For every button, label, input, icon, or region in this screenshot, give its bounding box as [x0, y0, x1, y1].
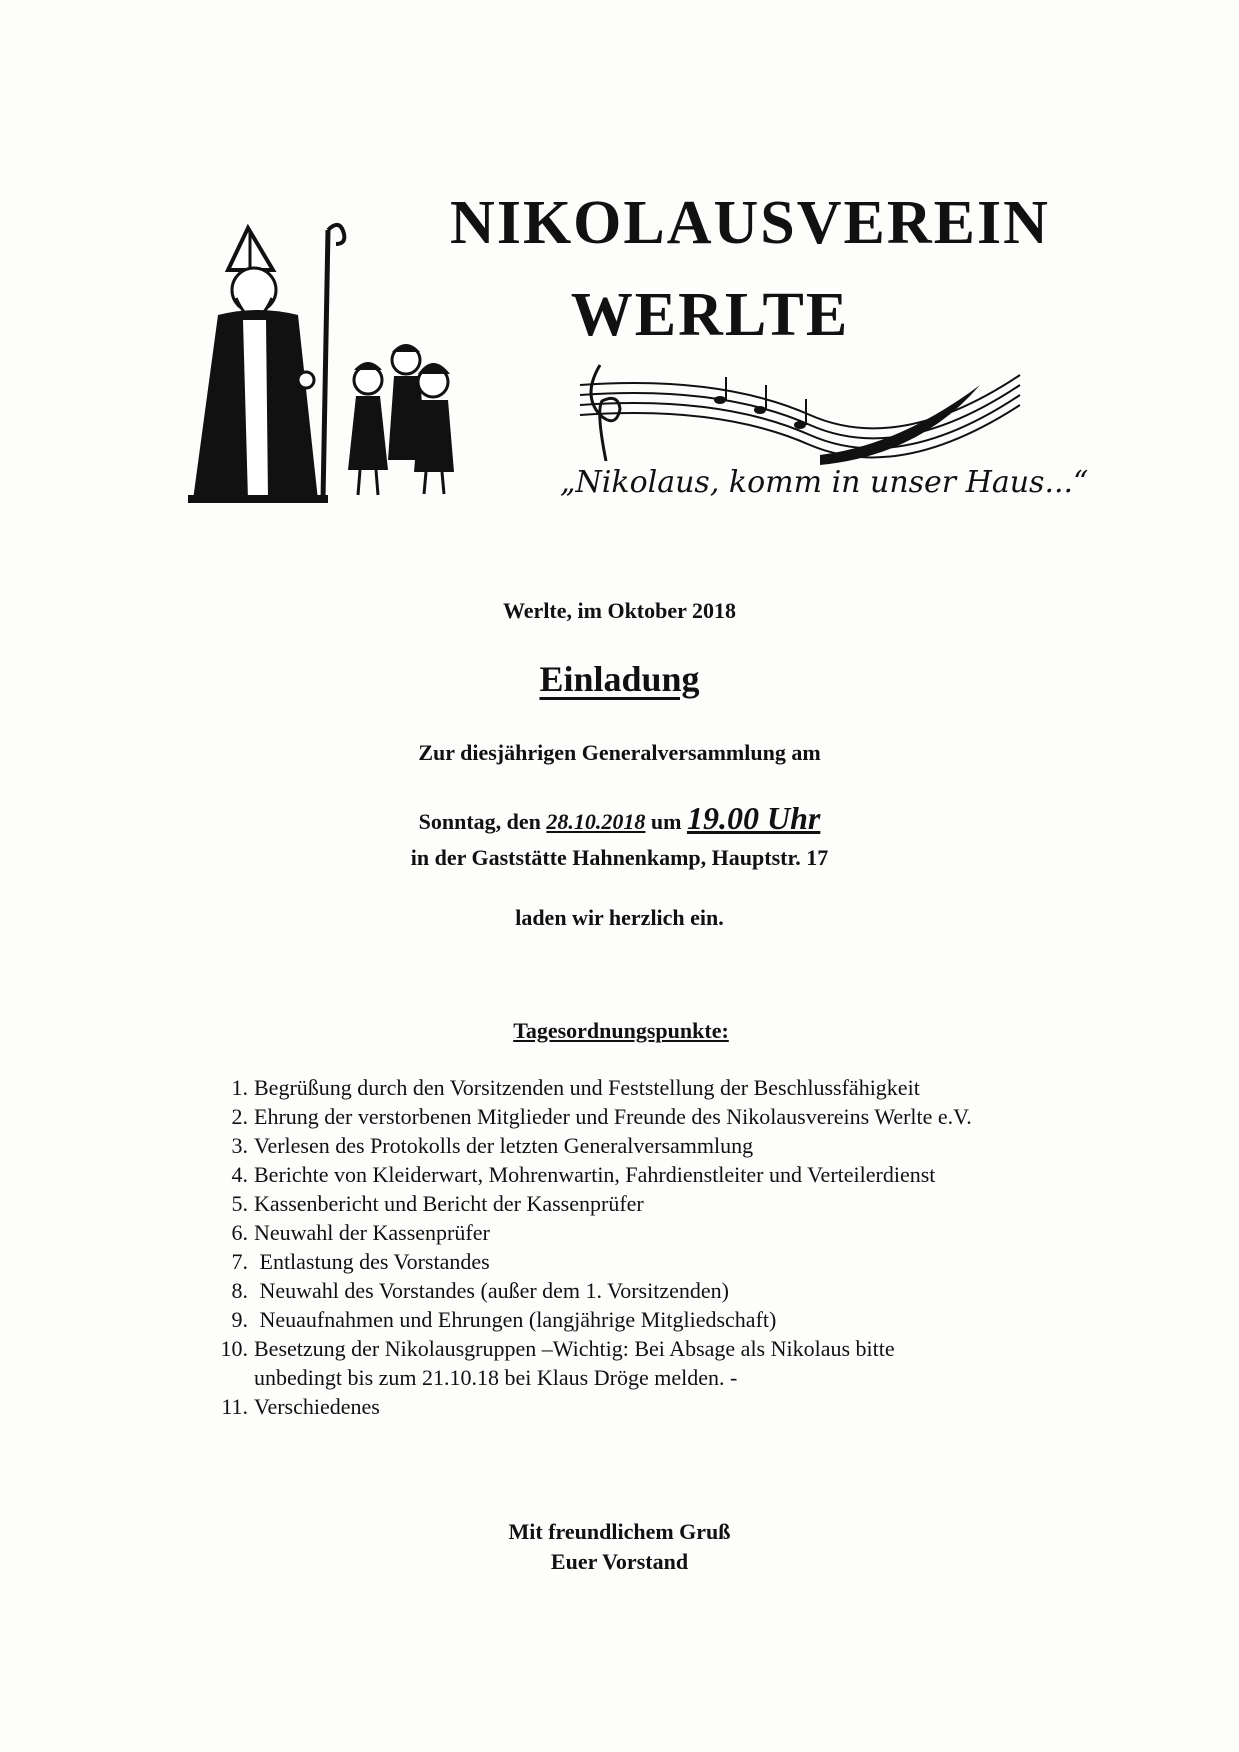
agenda-item: 5. Kassenbericht und Bericht der Kassenprüfer — [231, 1191, 644, 1216]
motto: „Nikolaus, komm in unser Haus...“ — [560, 465, 1089, 500]
agenda-item: 9. Neuaufnahmen und Ehrungen (langjährige Mitgliedschaft) — [231, 1307, 777, 1332]
org-name-line2: WERLTE — [570, 281, 850, 349]
agenda-item: 1. Begrüßung durch den Vorsitzenden und Feststellung der Beschlussfähigkeit — [231, 1075, 920, 1100]
intro-line: Zur diesjährigen Generalversammlung am — [418, 740, 821, 765]
meeting-date: 28.10.2018 — [546, 809, 646, 834]
agenda-item: 11. Verschiedenes — [221, 1394, 380, 1419]
agenda-item: 8. Neuwahl des Vorstandes (außer dem 1. Vorsitzenden) — [231, 1278, 729, 1303]
page-title: Einladung — [539, 659, 700, 699]
meeting-datetime — [0, 800, 1239, 837]
when-mid: um — [650, 809, 682, 834]
organisation-name — [430, 189, 1070, 349]
agenda-item: 10. Besetzung der Nikolausgruppen –Wichtig: Bei Absage als Nikolaus bitte unbedingt bis zum 21.10.18 bei Klaus Dröge melden. - — [222, 1334, 972, 1392]
closing-line1: Mit freundlichem Gruß — [508, 1519, 731, 1544]
agenda-item: 2. Ehrung der verstorbenen Mitglieder und Freunde des Nikolausvereins Werlte e.V. — [231, 1104, 972, 1129]
agenda-item-continuation: unbedingt bis zum 21.10.18 bei Klaus Dröge melden. - — [254, 1365, 738, 1390]
agenda-list — [222, 1073, 972, 1421]
meeting-location: in der Gaststätte Hahnenkamp, Hauptstr. 17 — [410, 845, 829, 870]
when-prefix: Sonntag, den — [418, 809, 541, 834]
agenda-item: 6. Neuwahl der Kassenprüfer — [231, 1220, 490, 1245]
agenda-heading: Tagesordnungspunkte: — [513, 1018, 729, 1043]
agenda-item: 4. Berichte von Kleiderwart, Mohrenwartin, Fahrdienstleiter und Verteilerdienst — [231, 1162, 936, 1187]
org-name-line1: NIKOLAUSVEREIN — [450, 189, 1050, 257]
agenda-item: 7. Entlastung des Vorstandes — [231, 1249, 490, 1274]
date-line: Werlte, im Oktober 2018 — [503, 598, 736, 623]
agenda-item: 3. Verlesen des Protokolls der letzten Generalversammlung — [231, 1133, 754, 1158]
music-staff-icon — [570, 355, 1030, 475]
meeting-time: 19.00 Uhr — [686, 800, 821, 836]
closing-line2: Euer Vorstand — [550, 1549, 689, 1574]
invite-line: laden wir herzlich ein. — [515, 905, 724, 930]
closing-greeting — [0, 1517, 1239, 1577]
